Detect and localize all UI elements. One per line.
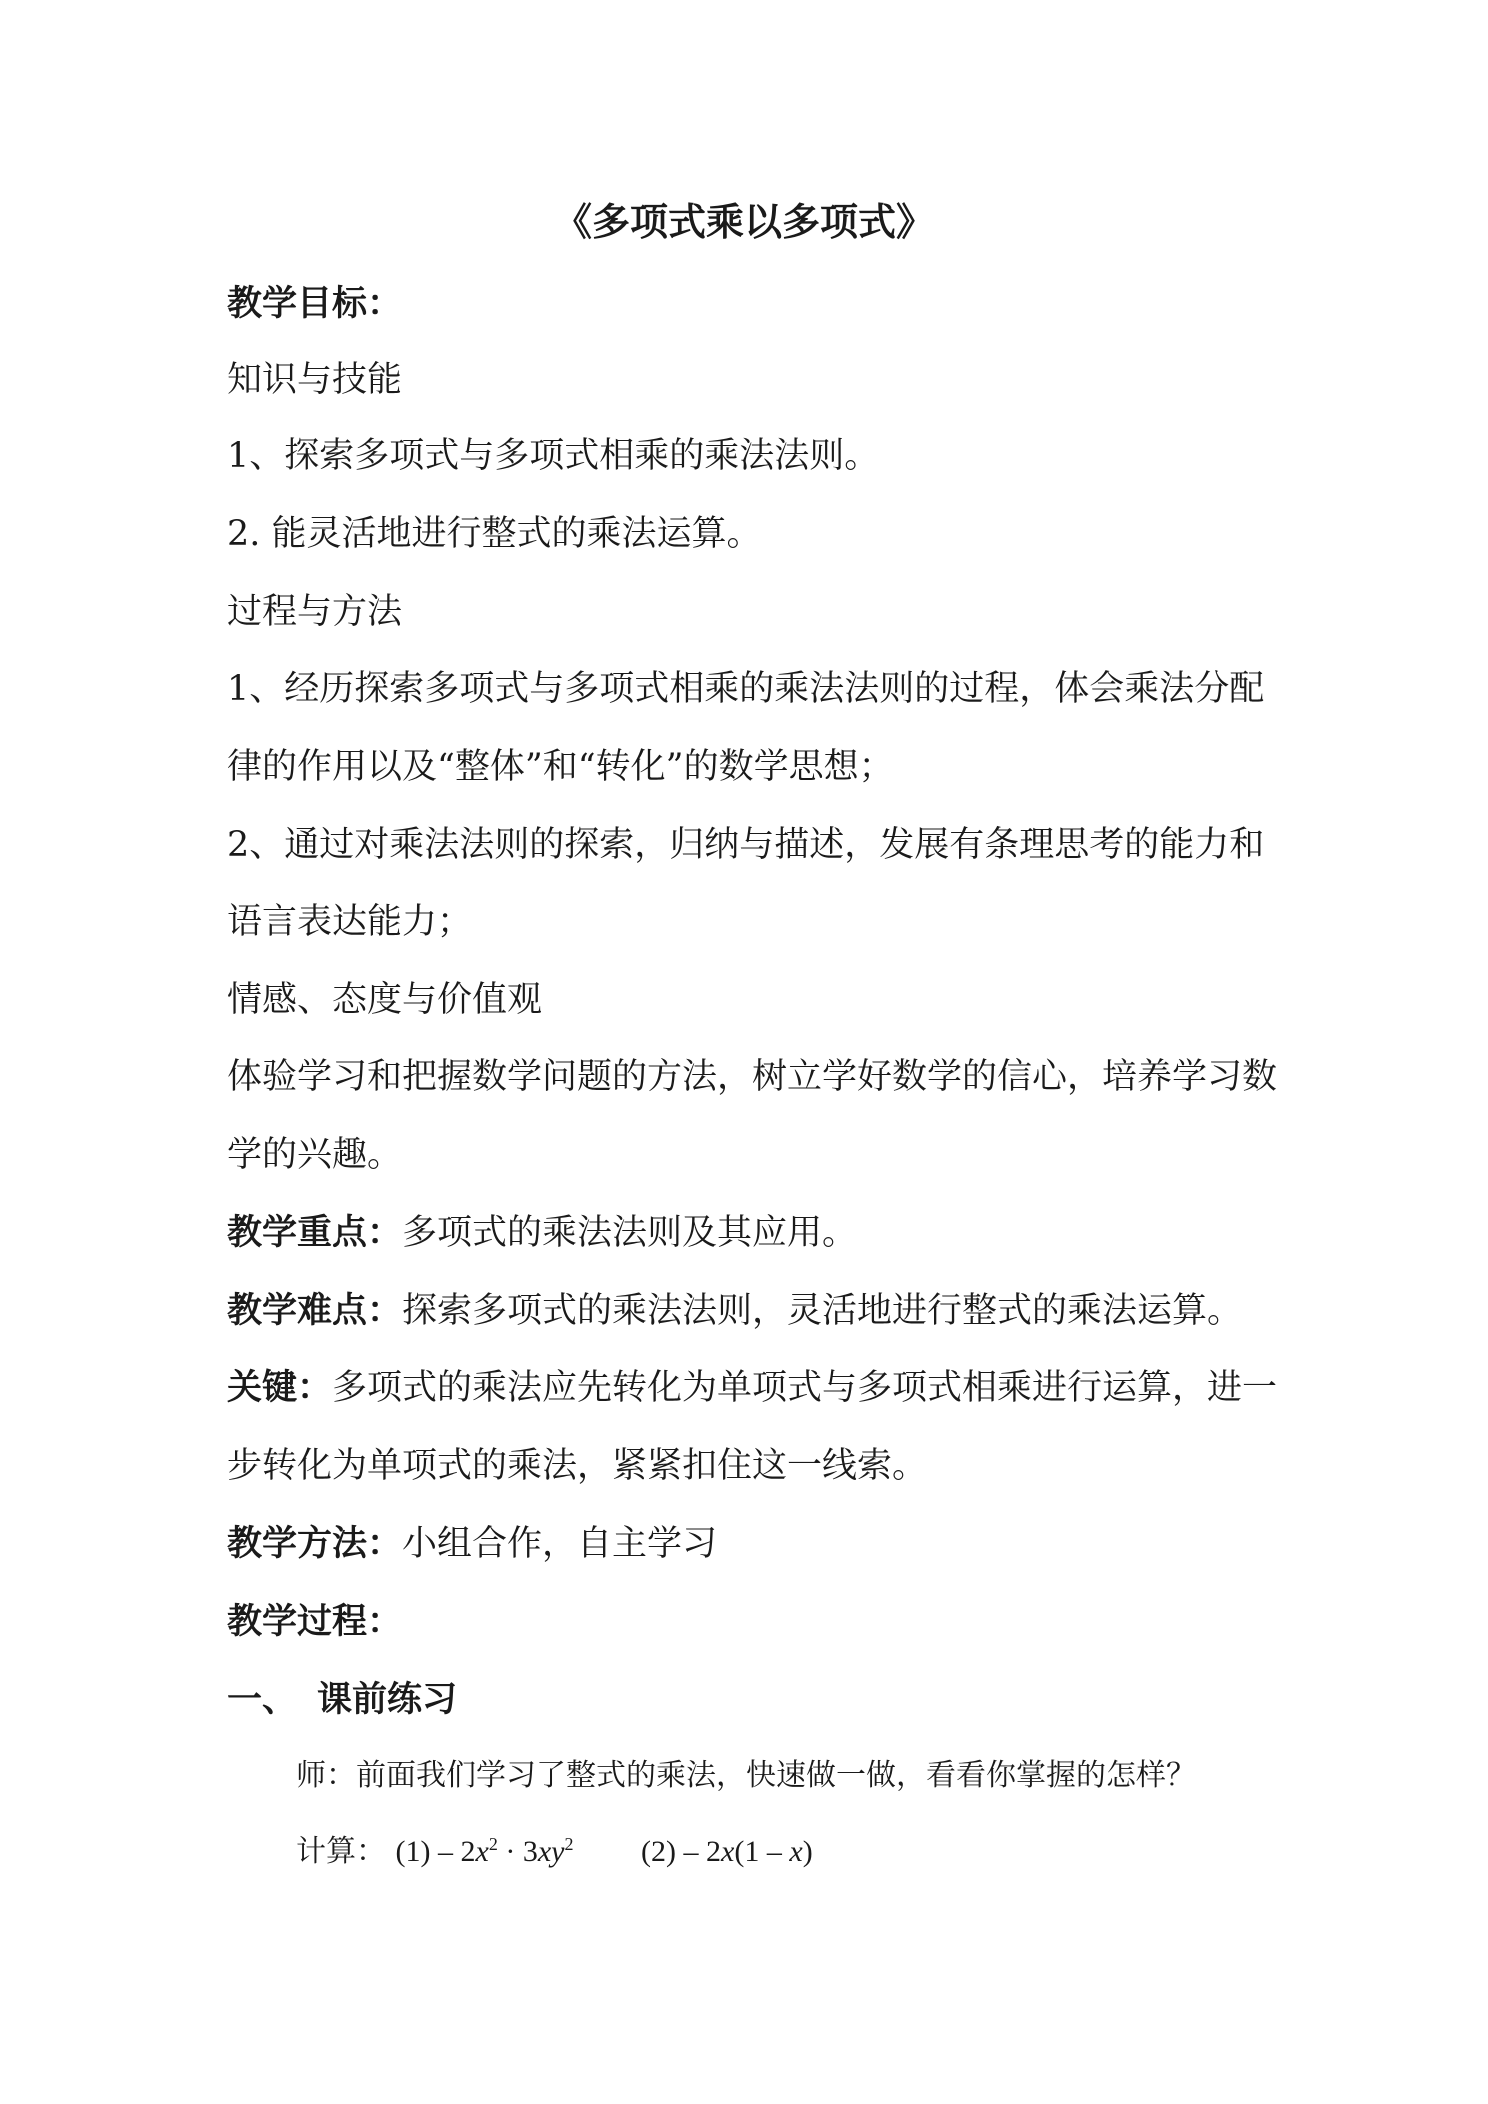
- process-title: 教学过程：: [227, 1601, 403, 1642]
- process-heading: 过程与方法: [227, 592, 403, 632]
- expr1-sign: –: [438, 1835, 454, 1868]
- expr2-close-paren: ): [802, 1835, 813, 1868]
- expr2-coef: 2: [706, 1835, 722, 1868]
- expr2-open-paren: (: [734, 1835, 745, 1868]
- knowledge-heading: 知识与技能: [227, 360, 403, 400]
- knowledge-item-2: 2. 能灵活地进行整式的乘法运算。: [227, 514, 762, 554]
- expr1-number: (1): [395, 1835, 431, 1868]
- process-item-2-line-1: 2、通过对乘法法则的探索，归纳与描述，发展有条理思考的能力和: [227, 825, 1265, 865]
- section-title: 课前练习: [317, 1679, 458, 1720]
- document-title: 《多项式乘以多项式》: [553, 199, 934, 244]
- expr1-exp-1: 2: [488, 1834, 498, 1854]
- knowledge-item-1: 1、探索多项式与多项式相乘的乘法法则。: [227, 436, 880, 476]
- expr2-one: 1: [744, 1835, 760, 1868]
- key-continuation: 步转化为单项式的乘法，紧紧扣住这一线索。: [227, 1446, 928, 1486]
- expression-2: [641, 1835, 813, 1868]
- process-item-1-line-1: 1、经历探索多项式与多项式相乘的乘法法则的过程，体会乘法分配: [227, 669, 1265, 709]
- expression-1: [396, 1835, 574, 1868]
- method-label: 教学方法：: [227, 1523, 403, 1564]
- key-point-label: 教学重点：: [227, 1212, 403, 1253]
- section-heading: [227, 1678, 1267, 1722]
- emotion-item-line-1: 体验学习和把握数学问题的方法，树立学好数学的信心，培养学习数: [227, 1057, 1278, 1097]
- process-item-2-line-2: 语言表达能力；: [227, 902, 473, 942]
- section-number: 一、: [227, 1679, 298, 1720]
- calc-label: 计算：: [296, 1834, 386, 1869]
- expr2-minus: –: [766, 1835, 782, 1868]
- difficulty-row: [227, 1289, 1267, 1333]
- difficulty-text: 探索多项式的乘法法则，灵活地进行整式的乘法运算。: [402, 1291, 1243, 1331]
- calc-row: [296, 1832, 1336, 1872]
- expr1-dot: ·: [505, 1835, 516, 1868]
- expr2-var-1: x: [721, 1835, 735, 1868]
- key-row: [227, 1366, 1278, 1410]
- key-label: 关键：: [227, 1367, 333, 1408]
- objectives-heading: 教学目标：: [227, 283, 403, 324]
- method-row: [227, 1522, 1267, 1566]
- expr1-var-2: xy: [537, 1835, 565, 1868]
- difficulty-label: 教学难点：: [227, 1290, 403, 1331]
- emotion-item-line-2: 学的兴趣。: [227, 1135, 403, 1175]
- expr2-var-2: x: [789, 1835, 803, 1868]
- method-text: 小组合作，自主学习: [402, 1524, 718, 1564]
- key-text: 多项式的乘法应先转化为单项式与多项式相乘进行运算，进一: [332, 1368, 1278, 1408]
- expr1-coef-2: 3: [522, 1835, 538, 1868]
- process-item-1-line-2: 律的作用以及“整体”和“转化”的数学思想；: [227, 747, 894, 787]
- expr2-sign: –: [683, 1835, 699, 1868]
- expr1-coef-1: 2: [460, 1835, 476, 1868]
- teacher-prompt: 师：前面我们学习了整式的乘法，快速做一做，看看你掌握的怎样？: [296, 1758, 1196, 1793]
- key-point-text: 多项式的乘法法则及其应用。: [402, 1213, 858, 1253]
- expr2-number: (2): [641, 1835, 677, 1868]
- key-point-row: [227, 1211, 1267, 1255]
- expr1-exp-2: 2: [564, 1834, 574, 1854]
- expr1-var-1: x: [475, 1835, 489, 1868]
- emotion-heading: 情感、态度与价值观: [227, 980, 543, 1020]
